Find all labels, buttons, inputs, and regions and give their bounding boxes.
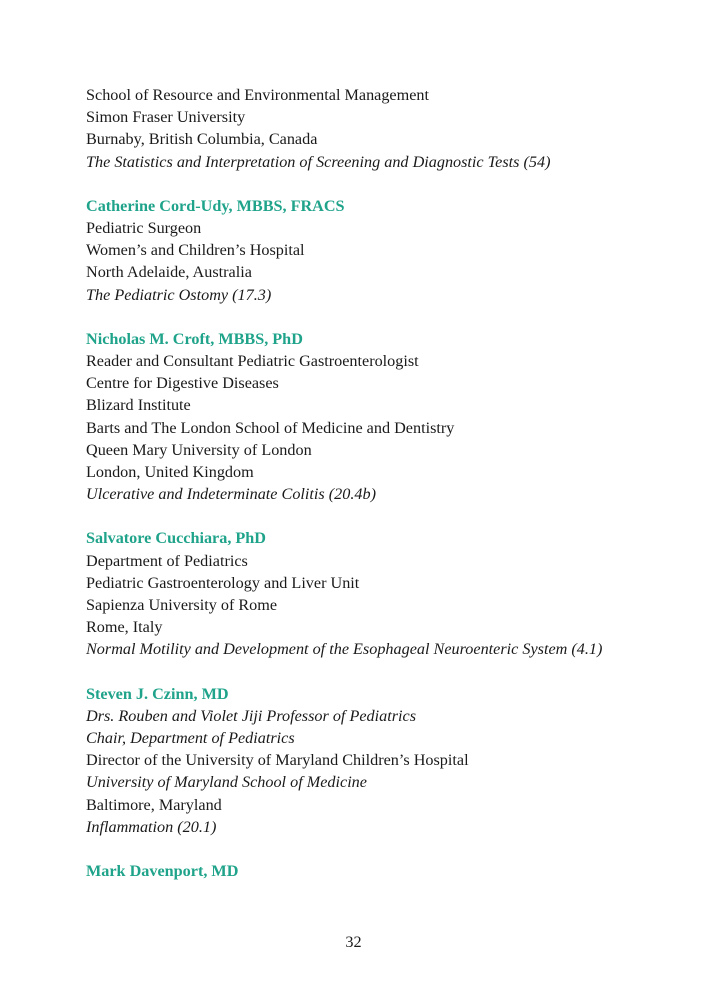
contributor-entry xyxy=(86,84,646,173)
affiliation-line: Centre for Digestive Diseases xyxy=(86,374,279,393)
affiliation-line: Baltimore, Maryland xyxy=(86,795,222,814)
contributor-entry xyxy=(86,195,646,306)
contributor-name: Salvatore Cucchiara, PhD xyxy=(86,529,266,548)
title-line: Chair, Department of Pediatrics xyxy=(86,729,295,748)
affiliation-line: Reader and Consultant Pediatric Gastroenterologist xyxy=(86,352,419,371)
affiliation-line: Burnaby, British Columbia, Canada xyxy=(86,130,318,149)
contributor-entry xyxy=(86,328,646,506)
affiliation-line: Queen Mary University of London xyxy=(86,440,312,459)
affiliation-line: Pediatric Surgeon xyxy=(86,219,202,238)
contributors-list xyxy=(86,84,646,904)
affiliation-line: Department of Pediatrics xyxy=(86,551,248,570)
contributor-name: Catherine Cord-Udy, MBBS, FRACS xyxy=(86,196,345,215)
affiliation-line: Barts and The London School of Medicine and Dentistry xyxy=(86,418,455,437)
affiliation-line: London, United Kingdom xyxy=(86,463,254,482)
contributor-entry xyxy=(86,860,646,882)
page-number: 32 xyxy=(345,933,362,951)
affiliation-line: Sapienza University of Rome xyxy=(86,596,278,615)
contributor-entry xyxy=(86,683,646,838)
affiliation-line: Blizard Institute xyxy=(86,396,191,415)
chapter-reference: The Pediatric Ostomy (17.3) xyxy=(86,285,272,304)
affiliation-line: Rome, Italy xyxy=(86,618,163,637)
chapter-reference: Normal Motility and Development of the Esophageal Neuroenteric System (4.1) xyxy=(86,640,603,659)
affiliation-line: University of Maryland School of Medicine xyxy=(86,773,367,792)
title-line: Drs. Rouben and Violet Jiji Professor of Pediatrics xyxy=(86,706,417,725)
affiliation-line: Simon Fraser University xyxy=(86,108,246,127)
chapter-reference: Ulcerative and Indeterminate Colitis (20.4b) xyxy=(86,485,376,504)
chapter-reference: Inflammation (20.1) xyxy=(86,817,217,836)
affiliation-line: North Adelaide, Australia xyxy=(86,263,252,282)
affiliation-line: Women’s and Children’s Hospital xyxy=(86,241,305,260)
chapter-reference: The Statistics and Interpretation of Screening and Diagnostic Tests (54) xyxy=(86,152,551,171)
contributor-name: Steven J. Czinn, MD xyxy=(86,684,229,703)
affiliation-line: School of Resource and Environmental Management xyxy=(86,86,429,104)
contributor-name: Nicholas M. Croft, MBBS, PhD xyxy=(86,329,303,348)
contributor-entry xyxy=(86,527,646,660)
contributor-name: Mark Davenport, MD xyxy=(86,862,239,881)
affiliation-line: Pediatric Gastroenterology and Liver Unit xyxy=(86,573,360,592)
affiliation-line: Director of the University of Maryland Children’s Hospital xyxy=(86,751,469,770)
